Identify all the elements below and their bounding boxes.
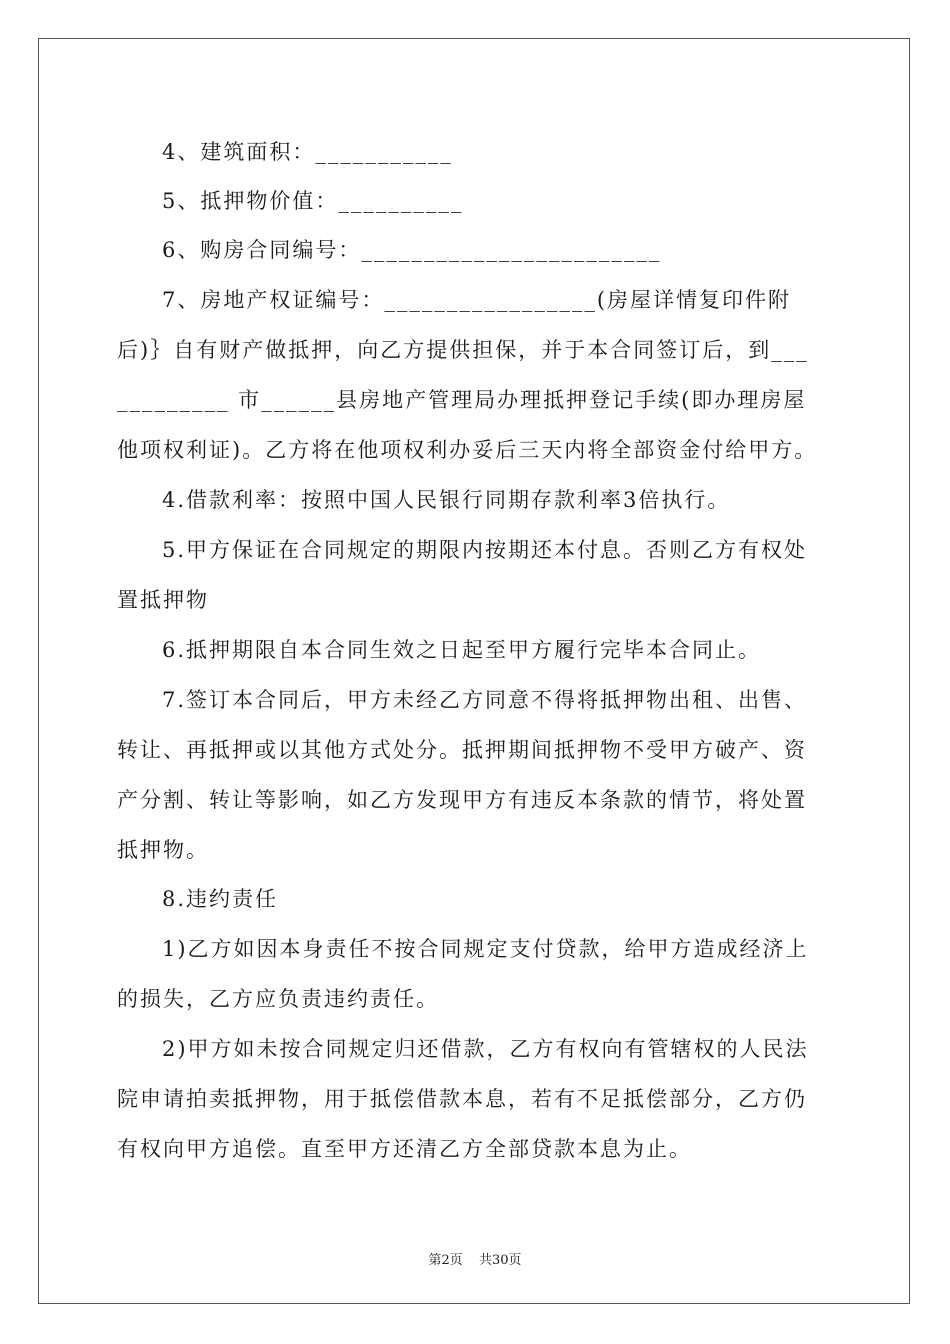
text-line: 转让、再抵押或以其他方式处分。抵押期间抵押物不受甲方破产、资: [117, 738, 807, 762]
text-line: 6、购房合同编号：________________________: [162, 238, 662, 262]
text-line: 有权向甲方追偿。直至甲方还清乙方全部贷款本息为止。: [117, 1137, 692, 1161]
text-line: 2)甲方如未按合同规定归还借款，乙方有权向有管辖权的人民法: [162, 1037, 809, 1061]
text-line: 5、抵押物价值：__________: [162, 189, 464, 213]
page-border: [38, 38, 910, 1304]
text-line: 7.签订本合同后，甲方未经乙方同意不得将抵押物出租、出售、: [162, 688, 808, 712]
page-number: 第2页: [428, 1253, 463, 1268]
text-line: 6.抵押期限自本合同生效之日起至甲方履行完毕本合同止。: [162, 638, 762, 662]
text-line: 的损失，乙方应负责违约责任。: [117, 987, 439, 1011]
text-line: 后)｝自有财产做抵押，向乙方提供担保，并于本合同签订后，到___: [117, 338, 809, 362]
text-line: 4.借款利率：按照中国人民银行同期存款利率3倍执行。: [162, 488, 731, 512]
text-line: 产分割、转让等影响，如乙方发现甲方有违反本条款的情节，将处置: [117, 788, 807, 812]
text-line: _________ 市______县房地产管理局办理抵押登记手续(即办理房屋: [117, 388, 807, 412]
text-line: 1)乙方如因本身责任不按合同规定支付贷款，给甲方造成经济上: [162, 937, 809, 961]
text-line: 5.甲方保证在合同规定的期限内按期还本付息。否则乙方有权处: [162, 538, 808, 562]
text-line: 4、建筑面积：___________: [162, 140, 453, 164]
text-line: 7、房地产权证编号：_________________(房屋详情复印件附: [162, 288, 792, 312]
page-total: 共30页: [478, 1253, 522, 1268]
page-footer: [0, 1252, 950, 1270]
text-line: 抵押物。: [117, 838, 209, 862]
text-line: 置抵押物: [117, 588, 209, 612]
text-line: 院申请拍卖抵押物，用于抵偿借款本息，若有不足抵偿部分，乙方仍: [117, 1087, 807, 1111]
text-line: 8.违约责任: [162, 887, 279, 911]
text-line: 他项权利证)。乙方将在他项权利办妥后三天内将全部资金付给甲方。: [117, 438, 818, 462]
